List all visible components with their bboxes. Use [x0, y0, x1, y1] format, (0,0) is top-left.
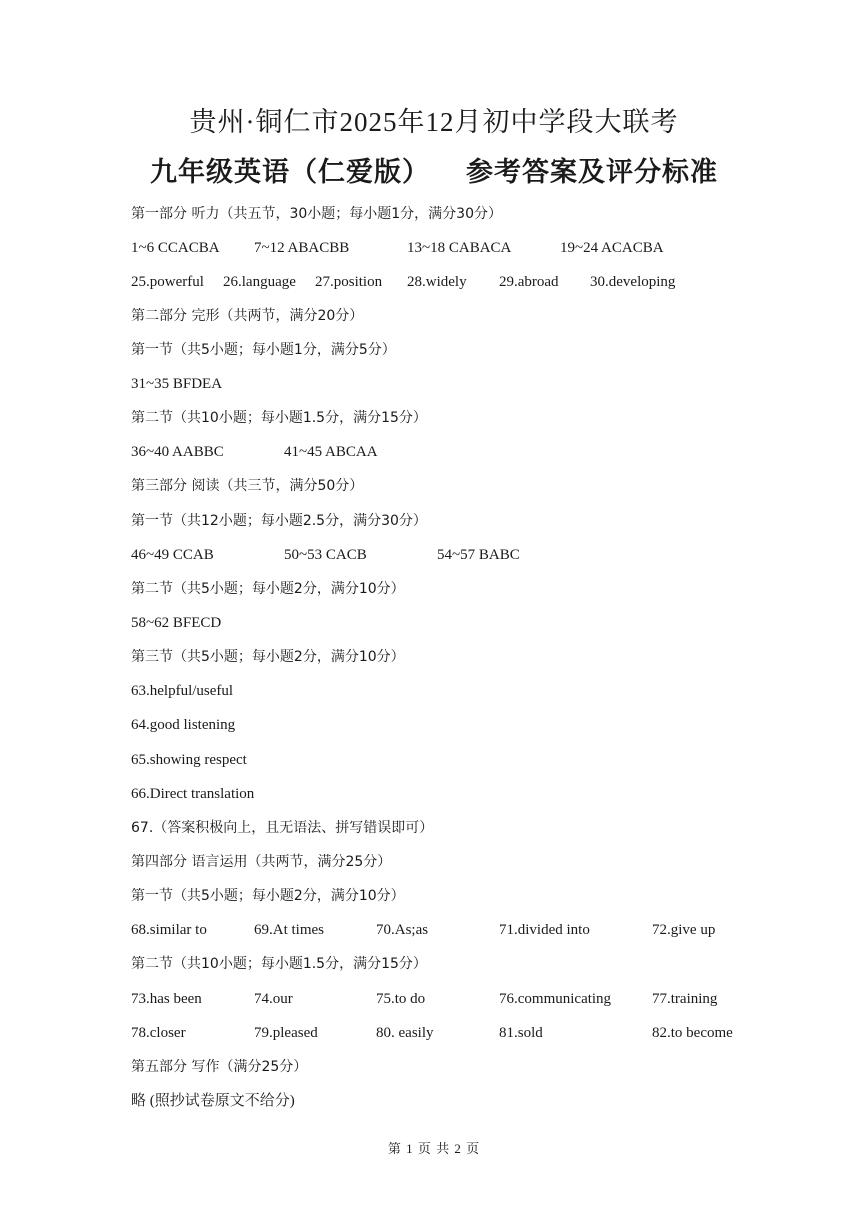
- answer-group: 50~53 CACB: [284, 547, 367, 563]
- answer-group: 54~57 BABC: [437, 547, 520, 563]
- part2-heading: 第二部分 完形（共两节，满分20分）: [131, 308, 364, 324]
- answer-item: 67.（答案积极向上，且无语法、拼写错误即可）: [131, 820, 434, 836]
- answer-item: 79.pleased: [254, 1025, 318, 1041]
- answer-item: 29.abroad: [499, 274, 559, 290]
- part1-heading: 第一部分 听力（共五节，30小题；每小题1分，满分30分）: [131, 206, 502, 222]
- answer-item: 76.communicating: [499, 991, 612, 1007]
- answer-group: 36~40 AABBC: [131, 444, 224, 460]
- document-title: 贵州·铜仁市2025年12月初中学段大联考: [189, 107, 679, 137]
- answer-item: 78.closer: [131, 1025, 186, 1041]
- answer-item: 80. easily: [376, 1025, 434, 1041]
- subtitle-answer-key: 参考答案及评分标准: [466, 157, 718, 187]
- part4-heading: 第四部分 语言运用（共两节，满分25分）: [131, 854, 392, 870]
- part3-section2-heading: 第二节（共5小题；每小题2分，满分10分）: [131, 581, 405, 597]
- answer-item: 26.language: [223, 274, 296, 290]
- part2-section2-heading: 第二节（共10小题；每小题1.5分，满分15分）: [131, 410, 427, 426]
- answer-group: 7~12 ABACBB: [254, 240, 350, 256]
- answer-group: 41~45 ABCAA: [284, 444, 378, 460]
- part3-section1-heading: 第一节（共12小题；每小题2.5分，满分30分）: [131, 513, 427, 529]
- answer-item: 28.widely: [407, 274, 467, 290]
- page-number: 第 1 页 共 2 页: [387, 1141, 481, 1156]
- answer-item: 74.our: [254, 991, 293, 1007]
- answer-group: 58~62 BFECD: [131, 615, 222, 631]
- answer-item: 68.similar to: [131, 922, 207, 938]
- part3-heading: 第三部分 阅读（共三节，满分50分）: [131, 478, 364, 494]
- answer-group: 31~35 BFDEA: [131, 376, 223, 392]
- part4-section1-heading: 第一节（共5小题；每小题2分，满分10分）: [131, 888, 405, 904]
- answer-item: 25.powerful: [131, 274, 204, 290]
- answer-group: 46~49 CCAB: [131, 547, 214, 563]
- document-subtitle: [0, 154, 868, 190]
- answer-item: 72.give up: [652, 922, 716, 938]
- part5-heading: 第五部分 写作（满分25分）: [131, 1059, 308, 1075]
- answer-item: 70.As;as: [376, 922, 429, 938]
- answer-item: 69.At times: [254, 922, 324, 938]
- answer-item: 73.has been: [131, 991, 202, 1007]
- answer-item: 30.developing: [590, 274, 676, 290]
- part3-section3-heading: 第三节（共5小题；每小题2分，满分10分）: [131, 649, 405, 665]
- answer-item: 64.good listening: [131, 717, 236, 733]
- answer-item: 63.helpful/useful: [131, 683, 234, 699]
- answer-item: 65.showing respect: [131, 752, 247, 768]
- subtitle-subject: 九年级英语（仁爱版）: [150, 157, 430, 187]
- part2-section1-heading: 第一节（共5小题；每小题1分，满分5分）: [131, 342, 396, 358]
- answer-item: 75.to do: [376, 991, 426, 1007]
- answer-item: 27.position: [315, 274, 383, 290]
- part5-answer: 略 (照抄试卷原文不给分): [131, 1093, 295, 1109]
- answer-group: 19~24 ACACBA: [560, 240, 664, 256]
- answer-item: 66.Direct translation: [131, 786, 255, 802]
- answer-item: 82.to become: [652, 1025, 733, 1041]
- answer-group: 1~6 CCACBA: [131, 240, 220, 256]
- answer-item: 71.divided into: [499, 922, 590, 938]
- answer-item: 77.training: [652, 991, 718, 1007]
- part4-section2-heading: 第二节（共10小题；每小题1.5分，满分15分）: [131, 956, 427, 972]
- answer-group: 13~18 CABACA: [407, 240, 512, 256]
- answer-item: 81.sold: [499, 1025, 543, 1041]
